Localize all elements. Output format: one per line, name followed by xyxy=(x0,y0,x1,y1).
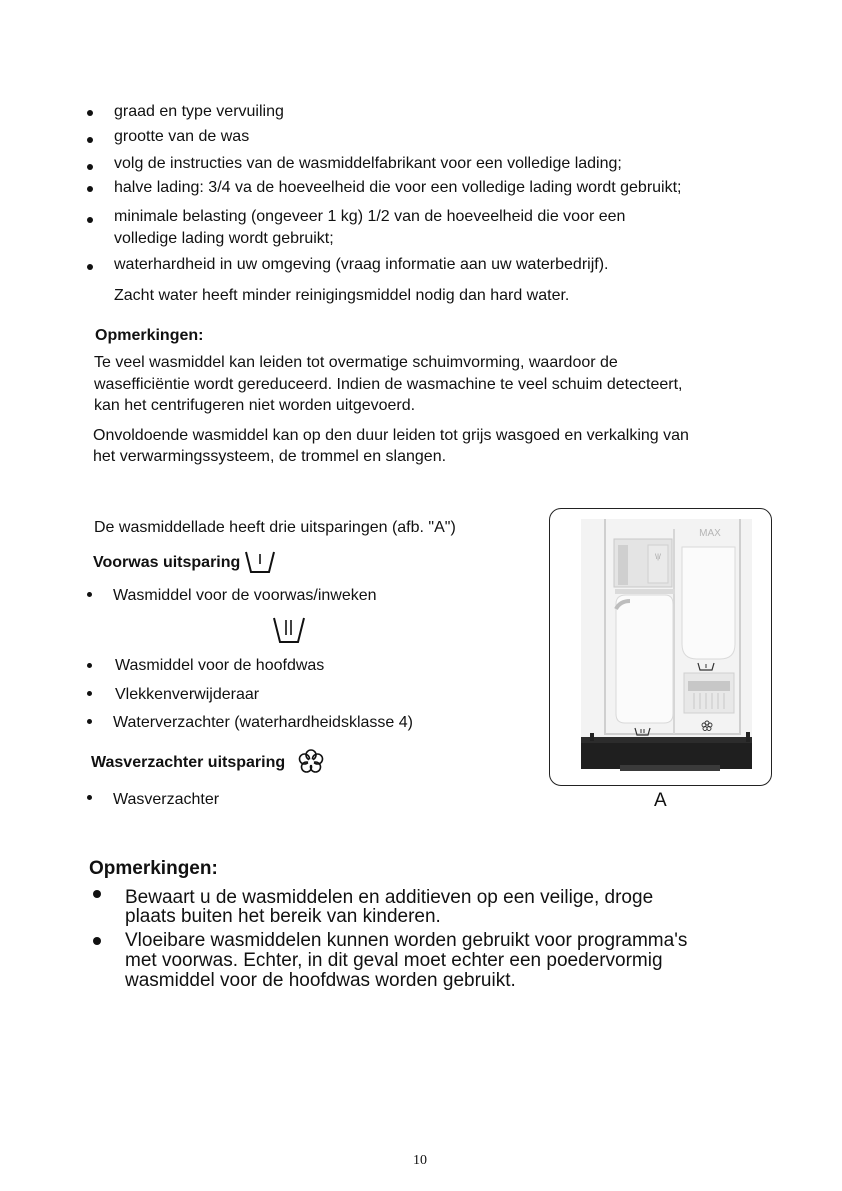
mainwash-tub-icon xyxy=(272,615,306,645)
prewash-tub-icon xyxy=(243,549,277,575)
intro-note: Zacht water heeft minder reinigingsmiddel nodig dan hard water. xyxy=(114,287,570,304)
list-item: Waterverzachter (waterhardheidsklasse 4) xyxy=(113,714,413,731)
remarks-heading: Opmerkingen: xyxy=(95,327,204,344)
list-item: Vlekkenverwijderaar xyxy=(115,686,260,703)
bullet xyxy=(93,937,101,945)
drawer-intro: De wasmiddellade heeft drie uitsparingen (afb. "A") xyxy=(94,519,456,536)
list-item: grootte van de was xyxy=(114,128,250,145)
bullet xyxy=(87,719,92,724)
remarks-item-line: Bewaart u de wasmiddelen en additieven op een veilige, droge xyxy=(125,887,654,908)
list-item: Wasmiddel voor de hoofdwas xyxy=(115,657,325,674)
list-item-line: volledige lading wordt gebruikt; xyxy=(114,230,334,247)
remarks-item-line: plaats buiten het bereik van kinderen. xyxy=(125,906,441,927)
figure-label: A xyxy=(654,790,667,811)
bullet xyxy=(87,110,93,116)
softener-title: Wasverzachter uitsparing xyxy=(91,753,286,771)
bullet xyxy=(87,186,93,192)
bullet xyxy=(87,795,92,800)
list-item: waterhardheid in uw omgeving (vraag informatie aan uw waterbedrijf). xyxy=(114,256,609,273)
remarks-heading: Opmerkingen: xyxy=(89,858,218,879)
remarks-paragraph-line: Onvoldoende wasmiddel kan op den duur leiden tot grijs wasgoed en verkalking van xyxy=(93,427,689,444)
list-item: volg de instructies van de wasmiddelfabrikant voor een volledige lading; xyxy=(114,155,622,172)
remarks-paragraph-line: kan het centrifugeren niet worden uitgevoerd. xyxy=(94,397,416,414)
bullet xyxy=(93,890,101,898)
prewash-title: Voorwas uitsparing xyxy=(93,553,241,571)
remarks-item-line: Vloeibare wasmiddelen kunnen worden gebruikt voor programma's xyxy=(125,930,688,951)
flower-icon xyxy=(297,748,325,776)
detergent-drawer-illustration xyxy=(550,509,771,785)
bullet xyxy=(87,663,92,668)
bullet xyxy=(87,264,93,270)
list-item: halve lading: 3/4 va de hoeveelheid die voor een volledige lading wordt gebruikt; xyxy=(114,179,682,196)
bullet xyxy=(87,592,92,597)
remarks-paragraph-line: het verwarmingssysteem, de trommel en slangen. xyxy=(93,448,447,465)
remarks-item-line: wasmiddel voor de hoofdwas worden gebruikt. xyxy=(125,970,516,991)
page-number: 10 xyxy=(413,1153,427,1168)
svg-text:\|/: \|/ xyxy=(655,554,661,561)
remarks-item-line: met voorwas. Echter, in dit geval moet echter een poedervormig xyxy=(125,950,663,971)
remarks-paragraph-line: wasefficiëntie wordt gereduceerd. Indien de wasmachine te veel schuim detecteert, xyxy=(94,376,683,393)
bullet xyxy=(87,217,93,223)
prewash-heading xyxy=(93,549,277,575)
drawer-figure xyxy=(549,508,772,786)
softener-heading xyxy=(91,748,325,776)
remarks-paragraph-line: Te veel wasmiddel kan leiden tot overmatige schuimvorming, waardoor de xyxy=(94,354,618,371)
list-item: graad en type vervuiling xyxy=(114,103,284,120)
list-item: Wasverzachter xyxy=(113,791,220,808)
bullet xyxy=(87,691,92,696)
svg-text:MAX: MAX xyxy=(699,528,721,539)
bullet xyxy=(87,137,93,143)
list-item-line: minimale belasting (ongeveer 1 kg) 1/2 van de hoeveelheid die voor een xyxy=(114,208,626,225)
list-item: Wasmiddel voor de voorwas/inweken xyxy=(113,587,377,604)
bullet xyxy=(87,164,93,170)
